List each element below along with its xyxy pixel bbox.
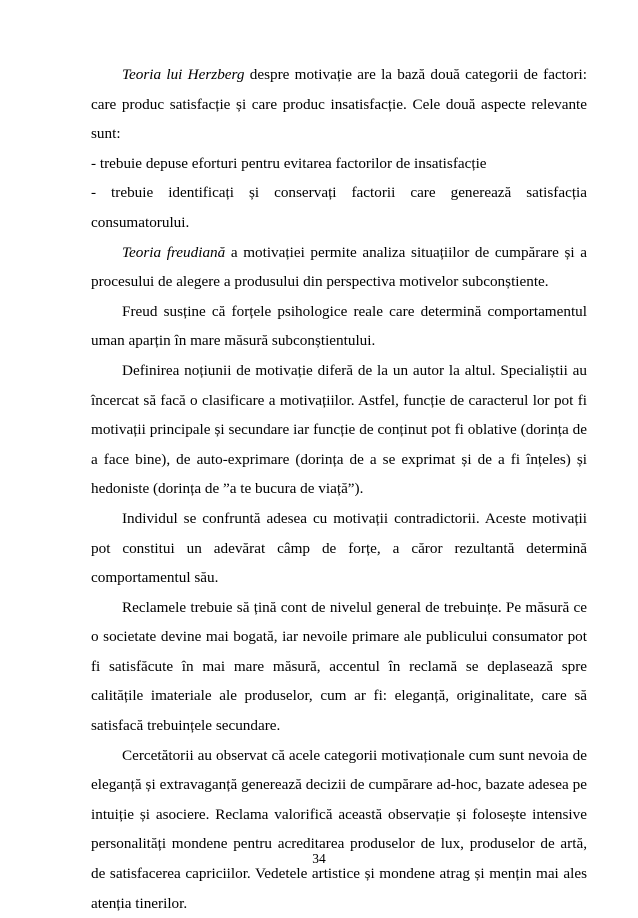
paragraph-advertising-needs (91, 593, 587, 741)
italic-term-freudian: Teoria freudiană (122, 243, 226, 261)
paragraph-freudian-theory (91, 238, 587, 297)
paragraph-freud (91, 297, 587, 356)
paragraph-text: Reclamele trebuie să țină cont de nivelul general de trebuințe. Pe măsură ce o societate devine mai bogată, iar nevoile primare ale publicului consumator pot fi satisfăcute în mai mare măsură, accentul în reclamă se deplasează spre calitățile imateriale ale produselor, cum ar fi: eleganță, originalitate, care să satisfacă trebuințele secundare. (91, 598, 587, 735)
paragraph-herzberg (91, 60, 587, 149)
page-number: 34 (312, 851, 326, 866)
paragraph-text: a motivației permite analiza situațiilor de cumpărare și a procesului de alegere a produsului din perspectiva motivelor subconștiente. (91, 243, 588, 291)
paragraph-contradictory (91, 504, 587, 593)
paragraph-text: despre motivație are la bază două categorii de factori: care produc satisfacție și care produc insatisfacție. Cele două aspecte relevante sunt: (91, 66, 587, 143)
list-item-insatisfaction (91, 149, 587, 179)
paragraph-definition (91, 356, 587, 504)
italic-term-herzberg: Teoria lui Herzberg (122, 66, 245, 83)
document-body (91, 60, 587, 918)
list-item-text: - trebuie identificați și conservați factorii care generează satisfacția consumatorului. (91, 184, 587, 231)
list-item-text: - trebuie depuse eforturi pentru evitarea factorilor de insatisfacție (91, 154, 487, 172)
paragraph-text: Freud susține că forțele psihologice reale care determină comportamentul uman aparțin în mare măsură subconștientului. (91, 302, 587, 350)
paragraph-text: Cercetătorii au observat că acele categorii motivaționale cum sunt nevoia de eleganță și extravaganță generează decizii de cumpărare ad-hoc, bazate adesea pe intuiție și asociere. Reclama valorifică această observație și folosește intensive personalități mondene pentru acreditarea produselor de lux, produselor de artă, de satisfacerea capriciilor. Vedetele artistice și mondene atrag și mențin mai ales atenția tinerilor. (91, 746, 587, 912)
paragraph-researchers (91, 741, 587, 918)
paragraph-text: Definirea noțiunii de motivație diferă de la un autor la altul. Specialiștii au încercat să facă o clasificare a motivațiilor. Astfel, funcție de caracterul lor pot fi motivații principale și secundare iar funcție de conținut pot fi oblative (dorința de a face bine), de auto-exprimare (dorința de a se exprimat și de a fi înțeles) și hedoniste (dorința de ”a te bucura de viață”). (91, 361, 587, 498)
list-item-satisfaction (91, 178, 587, 237)
paragraph-text: Individul se confruntă adesea cu motivații contradictorii. Aceste motivații pot constitui un adevărat câmp de forțe, a căror rezultantă determină comportamentul său. (91, 509, 587, 587)
